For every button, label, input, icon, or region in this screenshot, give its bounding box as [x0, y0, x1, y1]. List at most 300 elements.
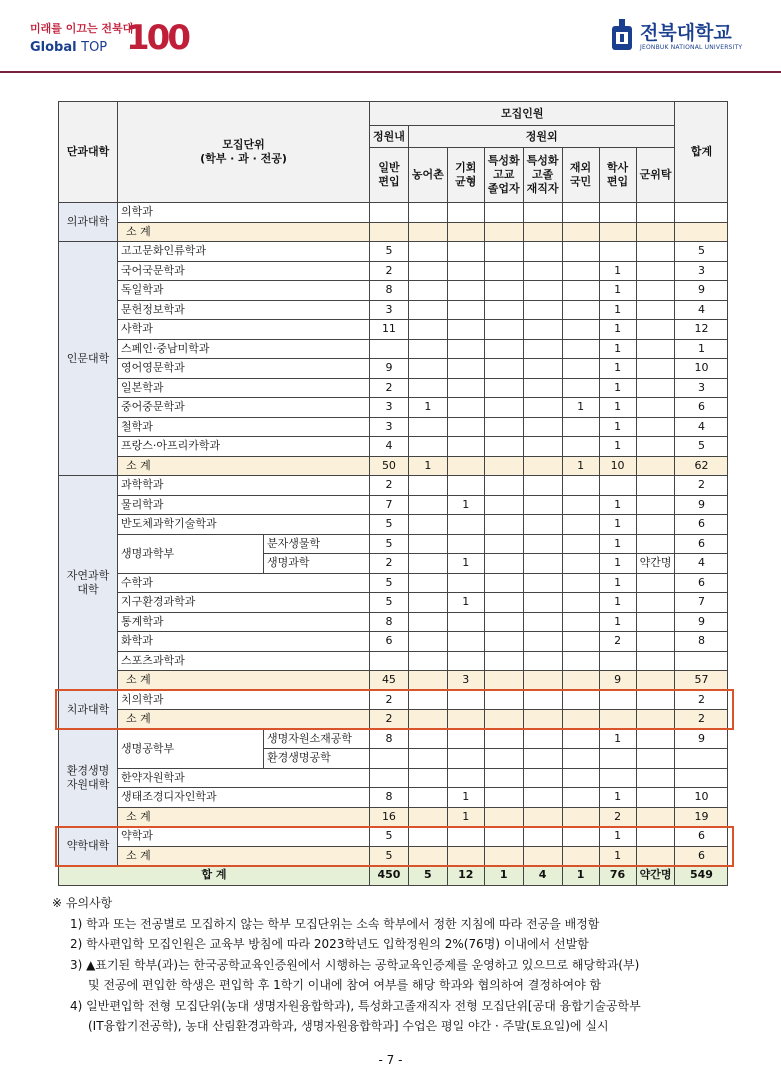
- total-cell: 57: [675, 671, 728, 691]
- value-cell: [484, 807, 523, 827]
- value-cell: [370, 749, 409, 769]
- grand-value: 450: [370, 866, 409, 886]
- value-cell: [408, 651, 447, 671]
- value-cell: [523, 203, 562, 223]
- value-cell: 5: [370, 573, 409, 593]
- total-cell: 8: [675, 632, 728, 652]
- table-row: [59, 710, 728, 730]
- table-row: [59, 300, 728, 320]
- value-cell: [562, 788, 599, 808]
- note-4b: (IT융합기전공학), 농대 산림환경과학과, 생명자원융합학과] 수업은 평일 야간 · 주말(토요일)에 실시: [88, 1019, 609, 1033]
- value-cell: [408, 807, 447, 827]
- value-cell: 1: [599, 437, 636, 457]
- value-cell: 약간명: [636, 554, 675, 574]
- total-cell: 10: [675, 788, 728, 808]
- grand-value: 5: [408, 866, 447, 886]
- value-cell: [636, 261, 675, 281]
- value-cell: 1: [599, 612, 636, 632]
- value-cell: [562, 593, 599, 613]
- logo-global: Global TOP: [30, 40, 108, 55]
- header-recruit: 모집인원: [370, 102, 675, 126]
- unit-name: 소 계: [118, 846, 370, 866]
- value-cell: [562, 534, 599, 554]
- total-cell: 1: [675, 339, 728, 359]
- university-emblem-icon: [610, 18, 634, 52]
- value-cell: 1: [599, 729, 636, 749]
- value-cell: [523, 768, 562, 788]
- value-cell: [408, 554, 447, 574]
- value-cell: [408, 417, 447, 437]
- unit-name: 독일학과: [118, 281, 370, 301]
- unit-name: 과학학과: [118, 476, 370, 496]
- value-cell: [636, 339, 675, 359]
- value-cell: [447, 476, 484, 496]
- value-cell: [370, 339, 409, 359]
- value-cell: [484, 827, 523, 847]
- col-header: 농어촌: [408, 148, 447, 203]
- value-cell: [562, 612, 599, 632]
- value-cell: 1: [599, 788, 636, 808]
- value-cell: [408, 515, 447, 535]
- table-row: [59, 378, 728, 398]
- value-cell: [562, 300, 599, 320]
- value-cell: [599, 651, 636, 671]
- unit-name: 소 계: [118, 222, 370, 242]
- value-cell: [562, 417, 599, 437]
- unit-name: 스포츠과학과: [118, 651, 370, 671]
- recruitment-table: [58, 101, 728, 886]
- major-name: 분자생물학: [264, 534, 370, 554]
- university-name: 전북대학교: [640, 22, 732, 44]
- value-cell: [484, 300, 523, 320]
- note-3a: 3) ▲표기된 학부(과)는 한국공학교육인증원에서 시행하는 공학교육인증제를 운영하고 있으므로 해당학과(부): [70, 957, 640, 972]
- unit-name: 국어국문학과: [118, 261, 370, 281]
- unit-name: 중어중문학과: [118, 398, 370, 418]
- value-cell: 1: [447, 554, 484, 574]
- value-cell: [523, 222, 562, 242]
- total-cell: 2: [675, 476, 728, 496]
- table-row: [59, 632, 728, 652]
- value-cell: [447, 690, 484, 710]
- value-cell: [484, 242, 523, 262]
- value-cell: [523, 729, 562, 749]
- value-cell: [484, 749, 523, 769]
- grand-value: 1: [484, 866, 523, 886]
- note-3b: 및 전공에 편입한 학생은 편입학 후 1학기 이내에 참여 여부를 해당 학과와 협의하여 결정하여야 함: [88, 978, 602, 992]
- value-cell: 1: [447, 495, 484, 515]
- college-cell: 약학대학: [59, 827, 118, 866]
- col-header: 특성화 고졸 재직자: [523, 148, 562, 203]
- value-cell: 1: [599, 827, 636, 847]
- value-cell: [562, 339, 599, 359]
- header-outer: 정원외: [408, 126, 675, 148]
- value-cell: [484, 320, 523, 340]
- value-cell: [636, 612, 675, 632]
- value-cell: 45: [370, 671, 409, 691]
- value-cell: [562, 573, 599, 593]
- value-cell: [484, 359, 523, 379]
- value-cell: 2: [599, 807, 636, 827]
- value-cell: [408, 495, 447, 515]
- table-row: [59, 242, 728, 262]
- value-cell: [408, 281, 447, 301]
- total-cell: 4: [675, 300, 728, 320]
- total-cell: 5: [675, 437, 728, 457]
- value-cell: 2: [370, 378, 409, 398]
- value-cell: [562, 359, 599, 379]
- value-cell: [599, 242, 636, 262]
- value-cell: [484, 846, 523, 866]
- value-cell: 8: [370, 788, 409, 808]
- value-cell: [523, 690, 562, 710]
- value-cell: [447, 534, 484, 554]
- value-cell: [408, 378, 447, 398]
- value-cell: [636, 476, 675, 496]
- value-cell: [636, 281, 675, 301]
- value-cell: [599, 710, 636, 730]
- value-cell: [408, 846, 447, 866]
- table-row: [59, 222, 728, 242]
- value-cell: [408, 612, 447, 632]
- value-cell: [562, 515, 599, 535]
- value-cell: [484, 534, 523, 554]
- value-cell: [408, 632, 447, 652]
- grand-total: 549: [675, 866, 728, 886]
- value-cell: [484, 788, 523, 808]
- value-cell: [562, 281, 599, 301]
- total-cell: 10: [675, 359, 728, 379]
- value-cell: [636, 593, 675, 613]
- value-cell: 1: [562, 456, 599, 476]
- table-row: [59, 359, 728, 379]
- college-cell: 자연과학 대학: [59, 476, 118, 691]
- value-cell: [484, 339, 523, 359]
- table-row: [59, 827, 728, 847]
- unit-name: 프랑스·아프리카학과: [118, 437, 370, 457]
- value-cell: [447, 827, 484, 847]
- page-header: [0, 0, 781, 73]
- table-row: [59, 671, 728, 691]
- value-cell: [408, 476, 447, 496]
- college-cell: 환경생명 자원대학: [59, 729, 118, 827]
- value-cell: 2: [599, 632, 636, 652]
- value-cell: [523, 593, 562, 613]
- unit-name: 사학과: [118, 320, 370, 340]
- table-row: [59, 690, 728, 710]
- total-cell: 9: [675, 281, 728, 301]
- total-cell: 3: [675, 378, 728, 398]
- value-cell: [447, 612, 484, 632]
- value-cell: [636, 729, 675, 749]
- value-cell: 5: [370, 515, 409, 535]
- unit-name: 한약자원학과: [118, 768, 370, 788]
- value-cell: [636, 300, 675, 320]
- major-name: 생명자원소재공학: [264, 729, 370, 749]
- college-cell: 인문대학: [59, 242, 118, 476]
- value-cell: [447, 749, 484, 769]
- unit-name: 영어영문학과: [118, 359, 370, 379]
- total-cell: 6: [675, 515, 728, 535]
- value-cell: 11: [370, 320, 409, 340]
- total-cell: 6: [675, 534, 728, 554]
- table-row: [59, 593, 728, 613]
- value-cell: [523, 456, 562, 476]
- value-cell: [636, 807, 675, 827]
- value-cell: 6: [370, 632, 409, 652]
- value-cell: [484, 203, 523, 223]
- value-cell: [484, 437, 523, 457]
- total-cell: 6: [675, 573, 728, 593]
- table-row: [59, 281, 728, 301]
- unit-name: 약학과: [118, 827, 370, 847]
- unit-name: 통계학과: [118, 612, 370, 632]
- value-cell: [523, 515, 562, 535]
- value-cell: 9: [599, 671, 636, 691]
- value-cell: [408, 339, 447, 359]
- value-cell: 1: [599, 398, 636, 418]
- value-cell: 7: [370, 495, 409, 515]
- unit-name: 소 계: [118, 807, 370, 827]
- unit-name: 고고문화인류학과: [118, 242, 370, 262]
- value-cell: [523, 807, 562, 827]
- value-cell: [523, 476, 562, 496]
- notes: [52, 893, 752, 1037]
- table-row: [59, 437, 728, 457]
- value-cell: [523, 359, 562, 379]
- value-cell: [484, 651, 523, 671]
- value-cell: [447, 573, 484, 593]
- total-cell: 4: [675, 554, 728, 574]
- value-cell: [562, 768, 599, 788]
- value-cell: [447, 320, 484, 340]
- table-row: [59, 203, 728, 223]
- table-row: [59, 768, 728, 788]
- col-header: 일반 편입: [370, 148, 409, 203]
- grand-value: 12: [447, 866, 484, 886]
- value-cell: [599, 690, 636, 710]
- total-cell: 12: [675, 320, 728, 340]
- value-cell: 1: [599, 281, 636, 301]
- value-cell: [447, 222, 484, 242]
- value-cell: 1: [599, 554, 636, 574]
- value-cell: [408, 359, 447, 379]
- header-unit: 모집단위 (학부 · 과 · 전공): [118, 102, 370, 203]
- table-row: [59, 495, 728, 515]
- major-name: 생명과학: [264, 554, 370, 574]
- value-cell: [562, 203, 599, 223]
- value-cell: [636, 417, 675, 437]
- value-cell: [562, 807, 599, 827]
- value-cell: [636, 573, 675, 593]
- value-cell: [523, 437, 562, 457]
- value-cell: [523, 534, 562, 554]
- value-cell: [447, 300, 484, 320]
- table-row: [59, 729, 728, 749]
- note-2: 2) 학사편입학 모집인원은 교육부 방침에 따라 2023학년도 입학정원의 2%(76명) 이내에서 선발함: [70, 937, 589, 951]
- total-cell: 7: [675, 593, 728, 613]
- value-cell: 2: [370, 554, 409, 574]
- total-cell: [675, 203, 728, 223]
- total-cell: [675, 768, 728, 788]
- value-cell: [447, 417, 484, 437]
- value-cell: [408, 710, 447, 730]
- total-cell: 3: [675, 261, 728, 281]
- unit-name: 지구환경과학과: [118, 593, 370, 613]
- header-college: 단과대학: [59, 102, 118, 203]
- value-cell: [484, 729, 523, 749]
- value-cell: [484, 710, 523, 730]
- value-cell: [523, 339, 562, 359]
- value-cell: [562, 222, 599, 242]
- value-cell: [636, 495, 675, 515]
- value-cell: [523, 495, 562, 515]
- total-cell: 9: [675, 612, 728, 632]
- value-cell: [408, 690, 447, 710]
- total-cell: 9: [675, 495, 728, 515]
- college-cell: 의과대학: [59, 203, 118, 242]
- unit-name: 생명공학부: [118, 729, 264, 768]
- unit-name: 반도체과학기술학과: [118, 515, 370, 535]
- value-cell: 1: [599, 320, 636, 340]
- value-cell: 5: [370, 827, 409, 847]
- unit-name: 수학과: [118, 573, 370, 593]
- value-cell: 3: [447, 671, 484, 691]
- value-cell: [408, 788, 447, 808]
- value-cell: [523, 398, 562, 418]
- unit-name: 소 계: [118, 710, 370, 730]
- unit-name: 물리학과: [118, 495, 370, 515]
- value-cell: [562, 261, 599, 281]
- unit-name: 소 계: [118, 671, 370, 691]
- major-name: 환경생명공학: [264, 749, 370, 769]
- value-cell: [408, 593, 447, 613]
- unit-name: 문헌정보학과: [118, 300, 370, 320]
- value-cell: [562, 495, 599, 515]
- value-cell: [447, 242, 484, 262]
- col-header: 특성화 고교 졸업자: [484, 148, 523, 203]
- value-cell: 1: [599, 534, 636, 554]
- value-cell: [636, 768, 675, 788]
- value-cell: [408, 729, 447, 749]
- value-cell: 9: [370, 359, 409, 379]
- logo-100: 100: [126, 18, 188, 58]
- value-cell: [523, 378, 562, 398]
- value-cell: [484, 632, 523, 652]
- value-cell: [562, 554, 599, 574]
- value-cell: 2: [370, 690, 409, 710]
- value-cell: [562, 846, 599, 866]
- table-row: [59, 339, 728, 359]
- value-cell: [447, 359, 484, 379]
- value-cell: 50: [370, 456, 409, 476]
- value-cell: [484, 456, 523, 476]
- col-header: 재외 국민: [562, 148, 599, 203]
- value-cell: [562, 729, 599, 749]
- header-divider: [0, 71, 781, 73]
- value-cell: [484, 593, 523, 613]
- header-inner: 정원내: [370, 126, 409, 148]
- total-cell: 9: [675, 729, 728, 749]
- table-row: [59, 846, 728, 866]
- value-cell: [408, 222, 447, 242]
- value-cell: [447, 651, 484, 671]
- grand-label: 합 계: [59, 866, 370, 886]
- value-cell: [599, 749, 636, 769]
- value-cell: [447, 710, 484, 730]
- value-cell: [408, 261, 447, 281]
- value-cell: [484, 476, 523, 496]
- value-cell: [599, 203, 636, 223]
- value-cell: [408, 827, 447, 847]
- value-cell: [562, 749, 599, 769]
- value-cell: [408, 242, 447, 262]
- value-cell: [562, 476, 599, 496]
- value-cell: 1: [599, 261, 636, 281]
- value-cell: [447, 339, 484, 359]
- value-cell: [562, 651, 599, 671]
- value-cell: [636, 203, 675, 223]
- grand-total-row: [59, 866, 728, 886]
- total-cell: [675, 749, 728, 769]
- value-cell: 1: [599, 495, 636, 515]
- value-cell: [523, 827, 562, 847]
- table-row: [59, 398, 728, 418]
- value-cell: [370, 651, 409, 671]
- total-cell: [675, 651, 728, 671]
- table-row: [59, 320, 728, 340]
- value-cell: [408, 203, 447, 223]
- value-cell: [447, 281, 484, 301]
- value-cell: 1: [599, 378, 636, 398]
- table-row: [59, 534, 728, 554]
- value-cell: [447, 398, 484, 418]
- unit-name: 소 계: [118, 456, 370, 476]
- value-cell: [599, 222, 636, 242]
- value-cell: [484, 378, 523, 398]
- value-cell: [484, 515, 523, 535]
- logo-slogan: 미래를 이끄는 전북대: [30, 22, 134, 35]
- grand-value: 4: [523, 866, 562, 886]
- notes-title: ※ 유의사항: [52, 896, 113, 910]
- value-cell: [523, 710, 562, 730]
- value-cell: [447, 203, 484, 223]
- value-cell: [636, 242, 675, 262]
- value-cell: [484, 398, 523, 418]
- grand-value: 약간명: [636, 866, 675, 886]
- note-4a: 4) 일반편입학 전형 모집단위(농대 생명자원융합학과), 특성화고졸재직자 전형 모집단위[공대 융합기술공학부: [70, 998, 641, 1013]
- value-cell: [523, 261, 562, 281]
- value-cell: [523, 612, 562, 632]
- table-row: [59, 788, 728, 808]
- value-cell: [408, 534, 447, 554]
- value-cell: [447, 456, 484, 476]
- value-cell: [447, 768, 484, 788]
- value-cell: [636, 456, 675, 476]
- unit-name: 일본학과: [118, 378, 370, 398]
- grand-value: 76: [599, 866, 636, 886]
- grand-value: 1: [562, 866, 599, 886]
- value-cell: [636, 359, 675, 379]
- value-cell: 16: [370, 807, 409, 827]
- value-cell: [484, 573, 523, 593]
- value-cell: [447, 632, 484, 652]
- value-cell: [636, 690, 675, 710]
- value-cell: [484, 554, 523, 574]
- value-cell: [636, 846, 675, 866]
- value-cell: 3: [370, 300, 409, 320]
- value-cell: [484, 222, 523, 242]
- table-row: [59, 651, 728, 671]
